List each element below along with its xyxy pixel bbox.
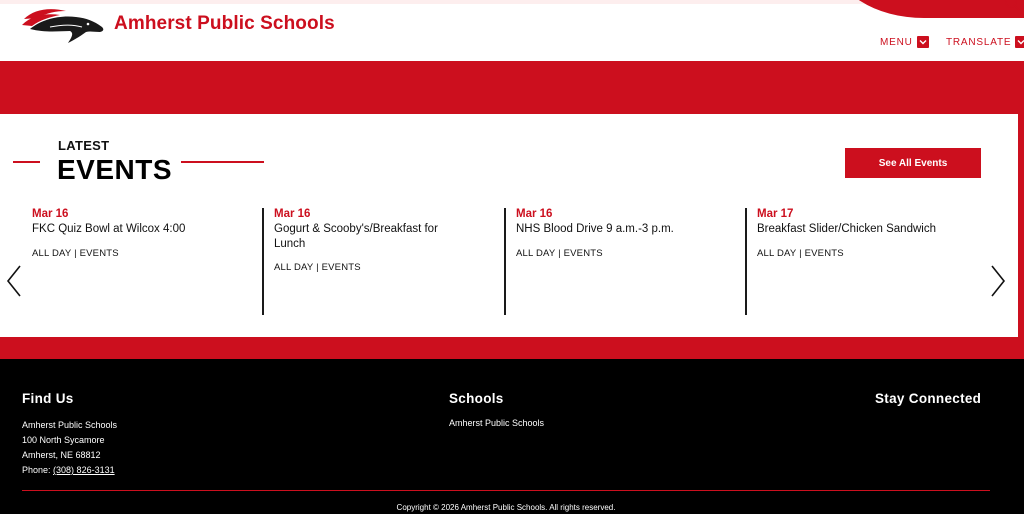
stay-connected-heading: Stay Connected [875,391,982,406]
phone-label: Phone: [22,465,51,475]
find-us-heading: Find Us [22,391,74,406]
event-title[interactable]: Breakfast Slider/Chicken Sandwich [757,223,936,235]
address-city: Amherst, NE 68812 [22,450,101,460]
school-link[interactable]: Amherst Public Schools [449,418,545,428]
event-title[interactable]: FKC Quiz Bowl at Wilcox 4:00 [32,223,186,235]
phone-link[interactable]: (308) 826-3131 [53,465,115,475]
address-name: Amherst Public Schools [22,420,118,430]
schools-list [449,416,544,431]
menu-button[interactable] [880,35,929,49]
event-date: Mar 16 [274,208,311,220]
mustang-logo-icon[interactable] [20,5,106,45]
event-meta: ALL DAY | EVENTS [516,248,603,259]
schools-heading: Schools [449,391,504,406]
header-decorative-arc [834,0,1024,19]
see-all-events-button[interactable]: See All Events [845,148,981,178]
event-card[interactable] [22,208,252,315]
event-card[interactable] [745,208,975,315]
event-meta: ALL DAY | EVENTS [274,262,361,273]
heading-rule-left [13,161,40,163]
event-date: Mar 16 [32,208,69,220]
phone-line [22,463,117,478]
address-block [22,418,117,478]
events-section [0,114,1018,337]
chevron-down-icon [1015,36,1024,48]
site-title[interactable]: Amherst Public Schools [114,13,335,34]
event-meta: ALL DAY | EVENTS [757,248,844,259]
translate-label: TRANSLATE [946,36,1012,48]
chevron-left-icon[interactable] [5,264,23,298]
events-heading: EVENTS [57,154,173,185]
chevron-right-icon[interactable] [989,264,1007,298]
event-date: Mar 16 [516,208,553,220]
latest-label: LATEST [58,138,110,153]
menu-label: MENU [880,36,913,48]
chevron-down-icon [917,36,929,48]
event-title[interactable]: Gogurt & Scooby's/Breakfast for Lunch [274,223,438,250]
search-icon[interactable] [1005,0,1021,12]
event-card[interactable] [262,208,492,315]
site-footer [0,359,1024,514]
event-title[interactable]: NHS Blood Drive 9 a.m.-3 p.m. [516,223,674,235]
site-header [0,0,1024,61]
translate-button[interactable] [946,35,1024,49]
footer-divider [22,490,990,491]
address-street: 100 North Sycamore [22,435,105,445]
heading-rule-right [181,161,264,163]
copyright-text: Copyright © 2026 Amherst Public Schools. All rights reserved. [396,503,616,512]
event-date: Mar 17 [757,208,794,220]
event-meta: ALL DAY | EVENTS [32,248,119,259]
event-card[interactable] [504,208,734,315]
